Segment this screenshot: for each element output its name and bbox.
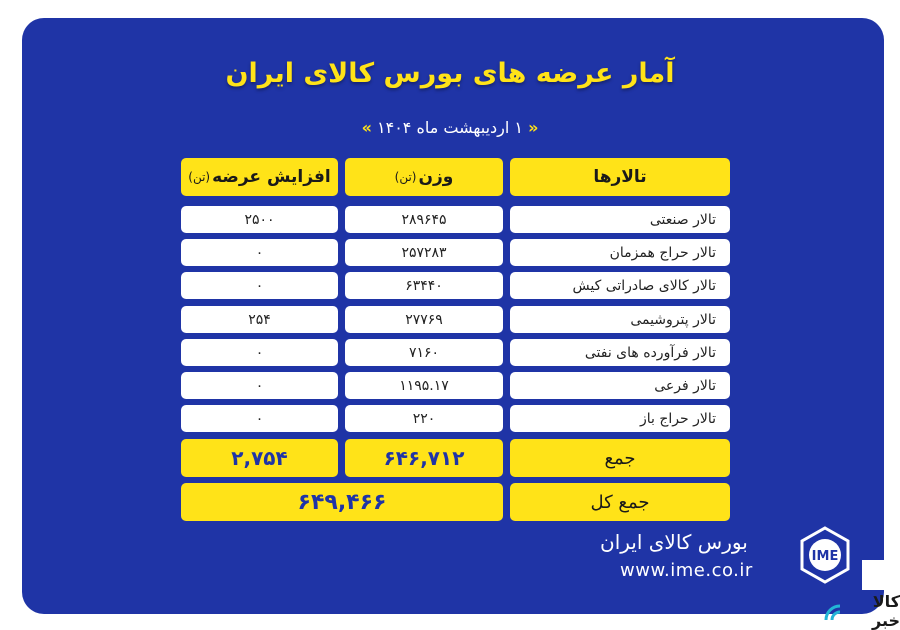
corner-tab (862, 560, 888, 590)
total-label: جمع کل (510, 483, 730, 521)
row-4-name: تالار پتروشیمی (510, 306, 730, 333)
header-increase-unit: (تن) (188, 170, 211, 184)
total-value: ۶۴۹,۴۶۶ (181, 483, 503, 521)
date-bracket-open: « (528, 118, 539, 137)
row-7-weight: ۲۲۰ (345, 405, 503, 432)
brand-name: بورس کالای ایران (600, 530, 748, 554)
header-halls (510, 158, 730, 196)
page-title: آمار عرضه های بورس کالای ایران (225, 58, 675, 89)
row-6-name: تالار فرعی (510, 372, 730, 399)
row-4-increase: ۲۵۴ (181, 306, 338, 333)
header-weight-label: وزن (418, 167, 454, 187)
sum-increase: ۲,۷۵۴ (181, 439, 338, 477)
row-3-increase: ۰ (181, 272, 338, 299)
row-5-name: تالار فرآورده های نفتی (510, 339, 730, 366)
watermark-text: کالا خبر (871, 592, 900, 630)
sum-label: جمع (510, 439, 730, 477)
row-2-increase: ۰ (181, 239, 338, 266)
row-7-name: تالار حراج باز (510, 405, 730, 432)
ime-logo-text: IME (811, 549, 839, 564)
row-2-name: تالار حراج همزمان (510, 239, 730, 266)
header-weight (345, 158, 503, 196)
header-increase (181, 158, 338, 196)
header-increase-label: افزایش عرضه (212, 167, 331, 187)
date-bracket-close: » (361, 118, 372, 137)
row-3-weight: ۶۳۴۴۰ (345, 272, 503, 299)
row-1-increase: ۲۵۰۰ (181, 206, 338, 233)
date-line (0, 118, 900, 137)
header-weight-unit: (تن) (394, 170, 417, 184)
row-3-name: تالار کالای صادراتی کیش (510, 272, 730, 299)
row-1-name: تالار صنعتی (510, 206, 730, 233)
sum-weight: ۶۴۶,۷۱۲ (345, 439, 503, 477)
ime-logo-icon (796, 526, 854, 584)
row-1-weight: ۲۸۹۶۴۵ (345, 206, 503, 233)
row-2-weight: ۲۵۷۲۸۳ (345, 239, 503, 266)
row-6-increase: ۰ (181, 372, 338, 399)
header-halls-label: تالارها (593, 167, 647, 187)
row-6-weight: ۱۱۹۵.۱۷ (345, 372, 503, 399)
row-5-weight: ۷۱۶۰ (345, 339, 503, 366)
row-5-increase: ۰ (181, 339, 338, 366)
row-7-increase: ۰ (181, 405, 338, 432)
row-4-weight: ۲۷۷۶۹ (345, 306, 503, 333)
brand-url[interactable]: www.ime.co.ir (620, 560, 753, 581)
date-text: ۱ اردیبهشت ماه ۱۴۰۴ (377, 118, 523, 137)
